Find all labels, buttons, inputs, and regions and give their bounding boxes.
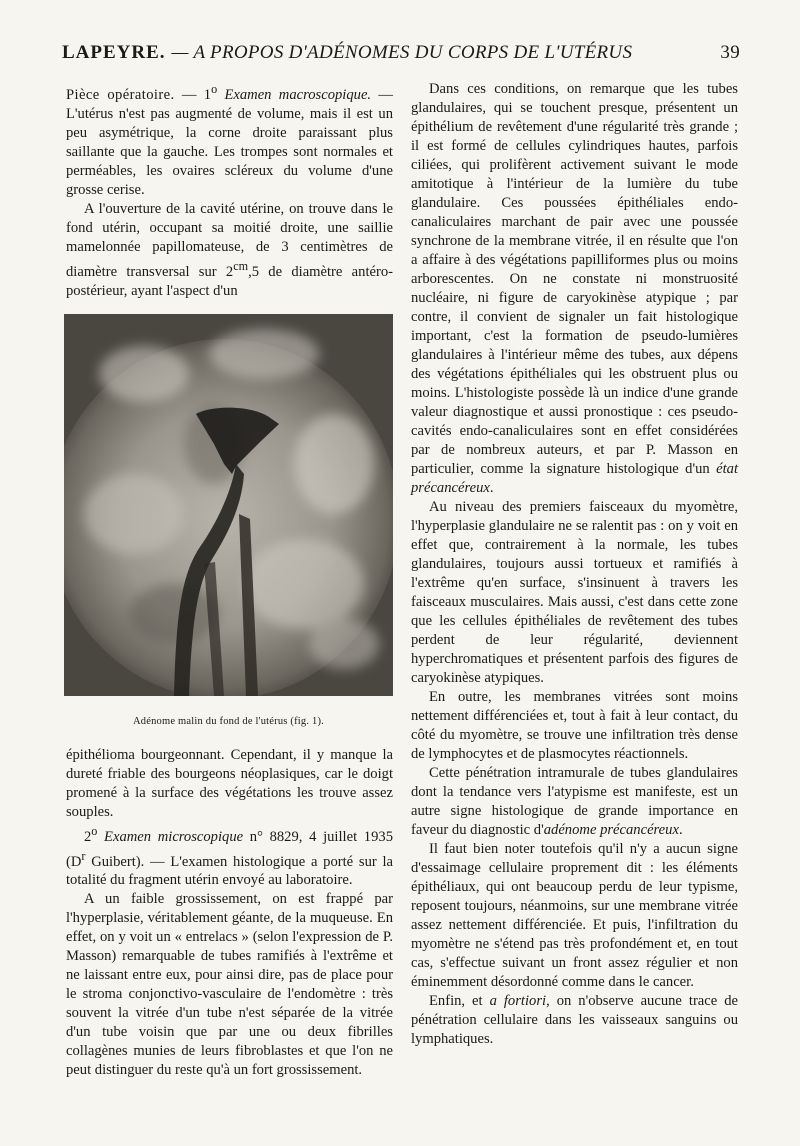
paragraph-essaimage: Il faut bien noter toutefois qu'il n'y a aucun signe d'essaimage cellulaire proprement dit : les éléments épithéliaux, qui ont beaucoup perdu de leur typisme, reposent toujours, néanmoins, sur une membrane vitrée assez nettement différenciée. Et puis, l'infiltration du myomètre ne s'étend pas très profondément et, en tout cas, s'effectue suivant un front assez régulier et non éminemment désordonné comme dans le cancer. — [411, 841, 738, 990]
running-header — [62, 42, 740, 64]
figure-1 — [64, 314, 393, 731]
paragraph-enfin: Enfin, et a fortiori, on n'observe aucune trace de pénétration cellulaire dans les vaisseaux sanguins ou lymphatiques. — [411, 993, 739, 1047]
paragraph-conditions: Dans ces conditions, on remarque que les tubes glandulaires, qui se touchent presque, présentent un épithélium de revêtement d'une régularité très grande ; il est formé de cellules cylindriques hautes, parfois ciliées, qui prolifèrent activement suivant le mode amitotique à l'intérieur de la lumière du tube glandulaire. Ces poussées épithéliales endo-canaliculaires marchant de pair avec une poussée synchrone de la membrane vitrée, il en résulte que l'on a affaire à des végétations papilliformes plus ou moins arborescentes. On ne constate ni monstruosité nucléaire, ni figure de caryokinèse atypique ; par contre, il convient de signaler un fait histologique important, c'est la formation de pseudo-lumières glandulaires à l'intérieur même des tubes, aux dépens des végétations épithéliales qui les obstruent plus ou moins. L'histologiste possède là un indice d'une grande valeur diagnostique et aussi pronostique : ces pseudo-cavités endo-canaliculaires sont en effet considérées par de nombreux auteurs, et par P. Masson en particulier, comme la signature histologique d'un état précancéreux. — [411, 81, 738, 496]
uterus-photograph — [64, 314, 393, 696]
left-column — [66, 80, 393, 1080]
section-lead: Pièce opératoire. — [66, 86, 175, 103]
figure-caption: Adénome malin du fond de l'utérus (fig. 1). — [133, 715, 324, 727]
paragraph-membranes: En outre, les membranes vitrées sont moins nettement différenciées et, tout à fait à leur contact, du côté du myomètre, se trouve une infiltration très dense de lymphocytes et de plasmocytes réactionnels. — [411, 689, 738, 762]
continuation — [66, 746, 393, 822]
paragraph-faible-grossissement: A un faible grossissement, on est frappé par l'hyperplasie, véritablement géante, de la muqueuse. En effet, on y voit un « entrelacs » (selon l'expression de P. Masson) remarquable de tubes ramifiés à l'extrême et ne laissant entre eux, pour ainsi dire, pas de place pour le stroma conjonctivo-vasculaire de l'endomètre : très souvent la vitrée d'un tube n'est séparée de la vitrée d'un tube voisin que par une ou deux fibrilles collagènes munies de leurs fibroblastes et que l'on ne peut distinguer du reste qu'à un fort grossissement. — [66, 891, 393, 1079]
paragraph-myometre: Au niveau des premiers faisceaux du myomètre, l'hyperplasie glandulaire ne se ralentit pas : on y voit en effet que, contrairement à la normale, les tubes glandulaires, toujours aussi tortueux et ramifiés à l'extrême qu'en surface, s'insinuent à travers les faisceaux musculaires. Mais aussi, c'est dans cette zone que les cellules épithéliales de revêtement des tubes perdent de leur régularité, deviennent hyperchromatiques et présentent parfois des figures de caryokinèse atypiques. — [411, 499, 738, 686]
page-number: 39 — [720, 42, 740, 63]
header-title: — A PROPOS D'ADÉNOMES DU CORPS DE L'UTÉRUS — [171, 42, 633, 63]
paragraph-examen-microscopique: 2$^o$ Examen microscopique n° 8829, 4 juillet 1935 ($D^r$ Guibert). — L'examen histologique a porté sur la totalité du fragment utérin envoyé au laboratoire. — [66, 823, 393, 889]
paragraph-piece-operatoire: Pièce opératoire. — 1$^o$ Examen macroscopique. — L'utérus n'est pas augmenté de volume, mais il est un peu asymétrique, la corne droite paraissant plus saillante que la gauche. Les trompes sont normales et perméables, les ovaires scléreux du volume d'une grosse cerise. — [66, 82, 393, 198]
right-column — [411, 80, 738, 1049]
paragraph-penetration: Cette pénétration intramurale de tubes glandulaires dont la tendance vers l'atypisme est manifeste, est un autre signe histologique de grande importance en faveur du diagnostic d'adénome précancéreux. — [411, 765, 738, 838]
paragraph-epithelioma: épithélioma bourgeonnant. Cependant, il y manque la dureté friable des bourgeons néoplasiques, car le doigt promené à la surface des végétations les trouve assez souples. — [66, 746, 393, 820]
paragraph-ouverture: A l'ouverture de la cavité utérine, on trouve dans le fond utérin, occupant sa moitié droite, une saillie mamelonnée papillomateuse, de 3 centimètres de diamètre transversal sur $2^{cm},5$ de diamètre antéro-postérieur, ayant l'aspect d'un — [66, 200, 393, 299]
header-author: LAPEYRE. — [62, 42, 166, 63]
